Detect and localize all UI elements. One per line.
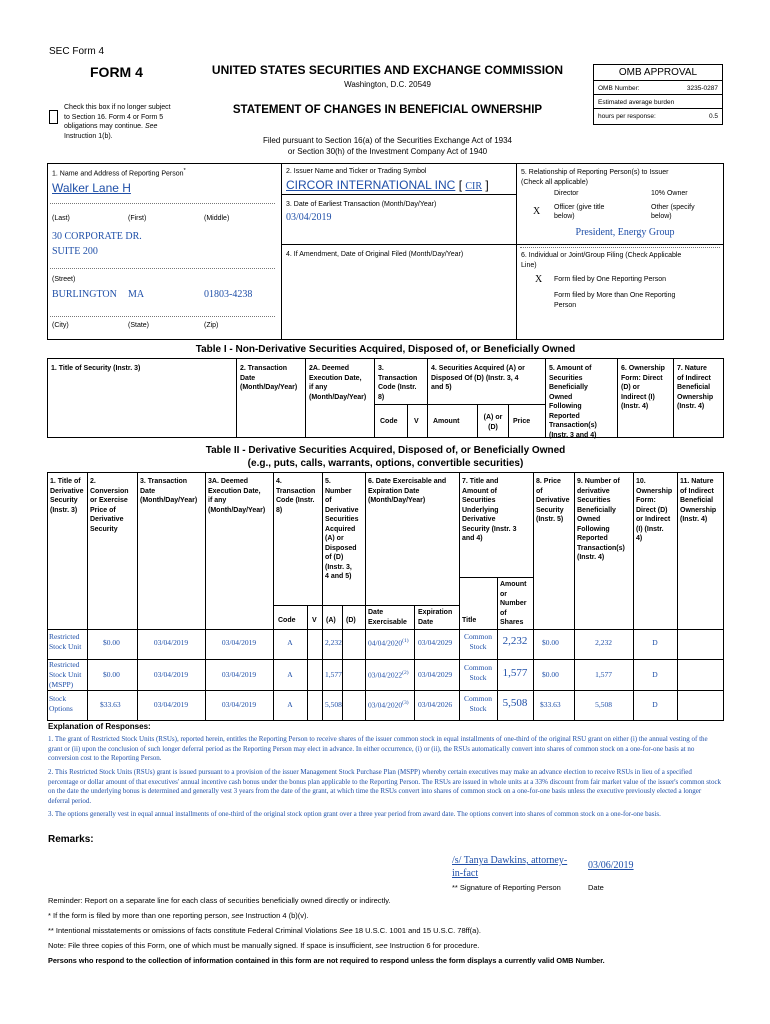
r2-derivative-price: $0.00: [542, 670, 559, 679]
t2-col3a-header: 3A. Deemed Execution Date, if any (Month/Day/Year): [208, 478, 266, 514]
t2-col6-header: 6. Date Exercisable and Expiration Date (Month/Day/Year): [368, 478, 447, 504]
explanation-note-3: 3. The options generally vest in equal annual installments of one-third of the original stock option grant over a three year period from award date. The options convert into shares of common stock on a one-for-one basis.: [48, 810, 661, 818]
t1-col2a-header: 2A. Deemed Execution Date, if any (Month/Day/Year): [309, 365, 367, 401]
one-person-option: Form filed by One Reporting Person: [554, 276, 667, 283]
r3-underlying-title: Common Stock: [464, 694, 492, 713]
commission-name: UNITED STATES SECURITIES AND EXCHANGE COMMISSION: [211, 63, 564, 77]
r3-date-exercisable: 03/04/2020$^{(3)}$: [368, 700, 409, 710]
omb-title: OMB APPROVAL: [594, 65, 722, 81]
date-label: Date: [588, 883, 604, 892]
r1-derivative-price: $0.00: [542, 638, 559, 647]
omb-approval-box: [593, 64, 723, 125]
director-option: Director: [554, 190, 579, 197]
footnote-double-star: ** Intentional misstatements or omissions of facts constitute Federal Criminal Violations See 18 U.S.C. 1001 and 15 U.S.C. 78ff(a).: [48, 926, 481, 935]
t2-col3-header: 3. Transaction Date (Month/Day/Year): [140, 478, 198, 504]
table-row: Restricted Stock Unit (MSPP): [49, 660, 82, 689]
r2-code: A: [287, 670, 293, 679]
t1-col1-header: 1. Title of Security (Instr. 3): [51, 365, 141, 372]
r1-underlying-title: Common Stock: [464, 632, 492, 651]
r2-conversion-price: $0.00: [103, 670, 120, 679]
t2-a-subheader: (A): [326, 617, 336, 624]
r2-deemed-date: 03/04/2019: [221, 670, 257, 679]
r1-expiration-date: 03/04/2029: [418, 638, 453, 647]
r3-code: A: [287, 700, 293, 709]
t2-title-subheader: Title: [462, 617, 477, 624]
one-person-mark[interactable]: X: [535, 274, 543, 285]
t2-col11-header: 11. Nature of Indirect Beneficial Ownership (Instr. 4): [680, 478, 717, 523]
r2-transaction-date: 03/04/2019: [153, 670, 189, 679]
signature-date: 03/06/2019: [588, 860, 634, 871]
remarks-title: Remarks:: [48, 834, 94, 845]
middle-label: (Middle): [204, 215, 230, 222]
r1-owned: 2,232: [595, 638, 612, 647]
issuer-line: CIRCOR INTERNATIONAL INC [ CIR ]: [286, 178, 489, 192]
t1-col6-header: 6. Ownership Form: Direct (D) or Indirect (I) (Instr. 4): [621, 365, 665, 410]
officer-mark[interactable]: X: [533, 206, 541, 217]
t2-code-subheader: Code: [278, 617, 296, 624]
officer-option: Officer (give title below): [554, 204, 605, 220]
checkbox-text: Check this box if no longer subject to Section 16. Form 4 or Form 5 obligations may continue. See Instruction 1(b).: [64, 104, 171, 140]
r3-expiration-date: 03/04/2026: [418, 700, 453, 709]
explanation-title: Explanation of Responses:: [48, 722, 151, 731]
street-label: (Street): [52, 276, 76, 283]
table2-subtitle: (e.g., puts, calls, warrants, options, convertible securities): [247, 458, 524, 469]
r2-underlying-amount: 1,577: [502, 667, 528, 679]
state-value: MA: [128, 289, 145, 300]
r1-deemed-date: 03/04/2019: [221, 638, 257, 647]
officer-title: President, Energy Group: [575, 227, 675, 238]
city-label: (City): [52, 322, 69, 329]
explanation-note-2: 2. This Restricted Stock Units (RSUs) grant is issued pursuant to a provision of the issuer Management Stock Purchase Plan (MSPP) whereby certain executives may make an advance election to receive RSUs in lieu of a specified percentage or dollar amount of that executives' annual incentive cash bonus under the bonus plan applicable to the Reporting Person. The RSUs are issued in whole units at a 33% discount from fair market value of the issuer's common stock on the date the underlying bonus is determined and generally vest 3 years from the date of the grant, at which time the RSUs convert into shares of common stock on a one-for-one basis unless the executive previously elected a longer deferral period.: [48, 768, 722, 805]
persons-notice: Persons who respond to the collection of information contained in this form are not required to respond unless the form displays a currently valid OMB Number.: [48, 956, 605, 965]
box6-label: 6. Individual or Joint/Group Filing (Check Applicable Line): [521, 252, 682, 269]
first-label: (First): [128, 215, 147, 222]
footnote-star: * If the form is filed by more than one reporting person, see Instruction 4 (b)(v).: [48, 911, 309, 920]
hours-value: 0.5: [708, 113, 718, 120]
t1-price-subheader: Price: [513, 418, 531, 425]
r1-underlying-amount: 2,232: [502, 635, 528, 647]
filed-line-1: Filed pursuant to Section 16(a) of the Securities Exchange Act of 1934: [262, 136, 513, 145]
r3-conversion-price: $33.63: [100, 700, 121, 709]
r3-derivative-price: $33.63: [540, 700, 561, 709]
more-persons-option: Form filed by More than One Reporting Person: [554, 292, 676, 309]
t2-col10-header: 10. Ownership Form: Direct (D) or Indirect (I) (Instr. 4): [636, 478, 673, 542]
state-label: (State): [128, 322, 150, 329]
r2-expiration-date: 03/04/2029: [418, 670, 453, 679]
reminder-text: Reminder: Report on a separate line for each class of securities beneficially owned directly or indirectly.: [48, 896, 391, 905]
t2-col9-header: 9. Number of derivative Securities Beneficially Owned Following Reported Transaction(s) (Instr. 4): [577, 478, 625, 561]
note-text: Note: File three copies of this Form, one of which must be manually signed. If space is insufficient, see Instruction 6 for procedure.: [48, 941, 480, 950]
r1-ownership-form: D: [652, 638, 658, 647]
t1-aord-subheader: (A) or (D): [483, 414, 503, 431]
r3-deemed-date: 03/04/2019: [221, 700, 257, 709]
omb-number-label: OMB Number:: [598, 85, 640, 92]
t2-col7-header: 7. Title and Amount of Securities Underlying Derivative Security (Instr. 3 and 4): [462, 478, 517, 542]
t2-col2-header: 2. Conversion or Exercise Price of Derivative Security: [90, 478, 129, 533]
signature-name: /s/ Tanya Dawkins, attorney- in-fact: [452, 855, 568, 879]
t2-expiration-subheader: Expiration Date: [418, 609, 453, 626]
r1-code: A: [287, 638, 293, 647]
earliest-transaction-date: 03/04/2019: [286, 212, 332, 223]
box3-label: 3. Date of Earliest Transaction (Month/Day/Year): [286, 201, 437, 208]
address-line-2: SUITE 200: [52, 246, 98, 257]
r1-transaction-date: 03/04/2019: [153, 638, 189, 647]
statement-title: STATEMENT OF CHANGES IN BENEFICIAL OWNERSHIP: [232, 104, 543, 116]
t2-date-exercisable-subheader: Date Exercisable: [368, 609, 407, 626]
last-label: (Last): [52, 215, 70, 222]
table-row: Stock Options: [49, 694, 73, 713]
r3-underlying-amount: 5,508: [502, 697, 528, 709]
burden-label: Estimated average burden: [598, 99, 675, 106]
explanation-note-1: 1. The grant of Restricted Stock Units (RSUs), reported herein, entitles the Reporting Person to receive shares of the issuer common stock in equal installments of one-third of the original RSU grant on either (i) the annual vesting of the grant or (ii) upon the conclusion of such longer deferral period as the Reporting Person may elect in advance. In either occurrence, (i) or (ii), the RSUs automatically convert into shares of common stock on a one-for-one basis at no conversion cost to the Reporting Person.: [48, 735, 708, 762]
table-row: Restricted Stock Unit: [49, 632, 82, 651]
hours-label: hours per response:: [598, 113, 656, 120]
omb-number-value: 3235-0287: [686, 85, 718, 92]
box4-label: 4. If Amendment, Date of Original Filed (Month/Day/Year): [286, 251, 464, 258]
r3-number: 5,508: [325, 700, 342, 709]
t1-amount-subheader: Amount: [433, 418, 460, 425]
r2-number: 1,577: [325, 670, 342, 679]
zip-label: (Zip): [204, 322, 219, 329]
box5-label: 5. Relationship of Reporting Person(s) to Issuer (Check all applicable): [521, 169, 669, 186]
r3-transaction-date: 03/04/2019: [153, 700, 189, 709]
t1-code-subheader: Code: [380, 418, 398, 425]
t2-v-subheader: V: [312, 617, 317, 624]
r3-ownership-form: D: [652, 700, 658, 709]
r2-date-exercisable: 03/04/2022$^{(2)}$: [368, 670, 409, 680]
t1-col5-header: 5. Amount of Securities Beneficially Owned Following Reported Transaction(s) (Instr. 3 and 4): [549, 365, 597, 439]
top-label: SEC Form 4: [49, 46, 105, 57]
signature-label: ** Signature of Reporting Person: [452, 883, 561, 892]
no-longer-subject-checkbox[interactable]: [49, 110, 58, 124]
location: Washington, D.C. 20549: [344, 80, 431, 89]
box1-label: 1. Name and Address of Reporting Person*: [52, 168, 186, 178]
t1-col7-header: 7. Nature of Indirect Beneficial Ownership (Instr. 4): [677, 365, 714, 410]
r3-owned: 5,508: [595, 700, 612, 709]
table1-title: Table I - Non-Derivative Securities Acquired, Disposed of, or Beneficially Owned: [195, 344, 576, 355]
ten-percent-owner-option: 10% Owner: [651, 190, 688, 197]
table2-title: Table II - Derivative Securities Acquired, Disposed of, or Beneficially Owned: [205, 445, 566, 456]
t2-col5-header: 5. Number of Derivative Securities Acquired (A) or Disposed of (D) (Instr. 3, 4 and 5): [325, 478, 359, 580]
issuer-name[interactable]: CIRCOR INTERNATIONAL INC: [286, 178, 456, 192]
reporting-person-name[interactable]: Walker Lane H: [52, 181, 131, 195]
r2-owned: 1,577: [595, 670, 612, 679]
r2-ownership-form: D: [652, 670, 658, 679]
box2-label: 2. Issuer Name and Ticker or Trading Symbol: [286, 168, 427, 175]
form-title: FORM 4: [90, 64, 143, 80]
address-line-1: 30 CORPORATE DR.: [52, 231, 142, 242]
t1-col3-header: 3. Transaction Code (Instr. 8): [378, 365, 418, 401]
r1-number: 2,232: [325, 638, 342, 647]
t2-amount-subheader: Amount or Number of Shares: [500, 581, 527, 626]
ticker[interactable]: CIR: [465, 181, 483, 192]
other-option: Other (specify below): [651, 204, 695, 220]
t2-col1-header: 1. Title of Derivative Security (Instr. 3): [50, 478, 84, 514]
t2-col4-header: 4. Transaction Code (Instr. 8): [276, 478, 316, 514]
t1-col4-header: 4. Securities Acquired (A) or Disposed Of (D) (Instr. 3, 4 and 5): [431, 365, 525, 391]
t2-col8-header: 8. Price of Derivative Security (Instr. 5): [536, 478, 570, 523]
zip-value: 01803-4238: [204, 289, 253, 300]
r2-underlying-title: Common Stock: [464, 663, 492, 682]
t1-v-subheader: V: [414, 418, 419, 425]
t1-col2-header: 2. Transaction Date (Month/Day/Year): [240, 365, 298, 391]
r1-date-exercisable: 04/04/2020$^{(1)}$: [368, 638, 409, 648]
filed-line-2: or Section 30(h) of the Investment Company Act of 1940: [287, 147, 488, 156]
t2-d-subheader: (D): [346, 617, 356, 624]
city-value: BURLINGTON: [52, 289, 117, 300]
r1-conversion-price: $0.00: [103, 638, 120, 647]
